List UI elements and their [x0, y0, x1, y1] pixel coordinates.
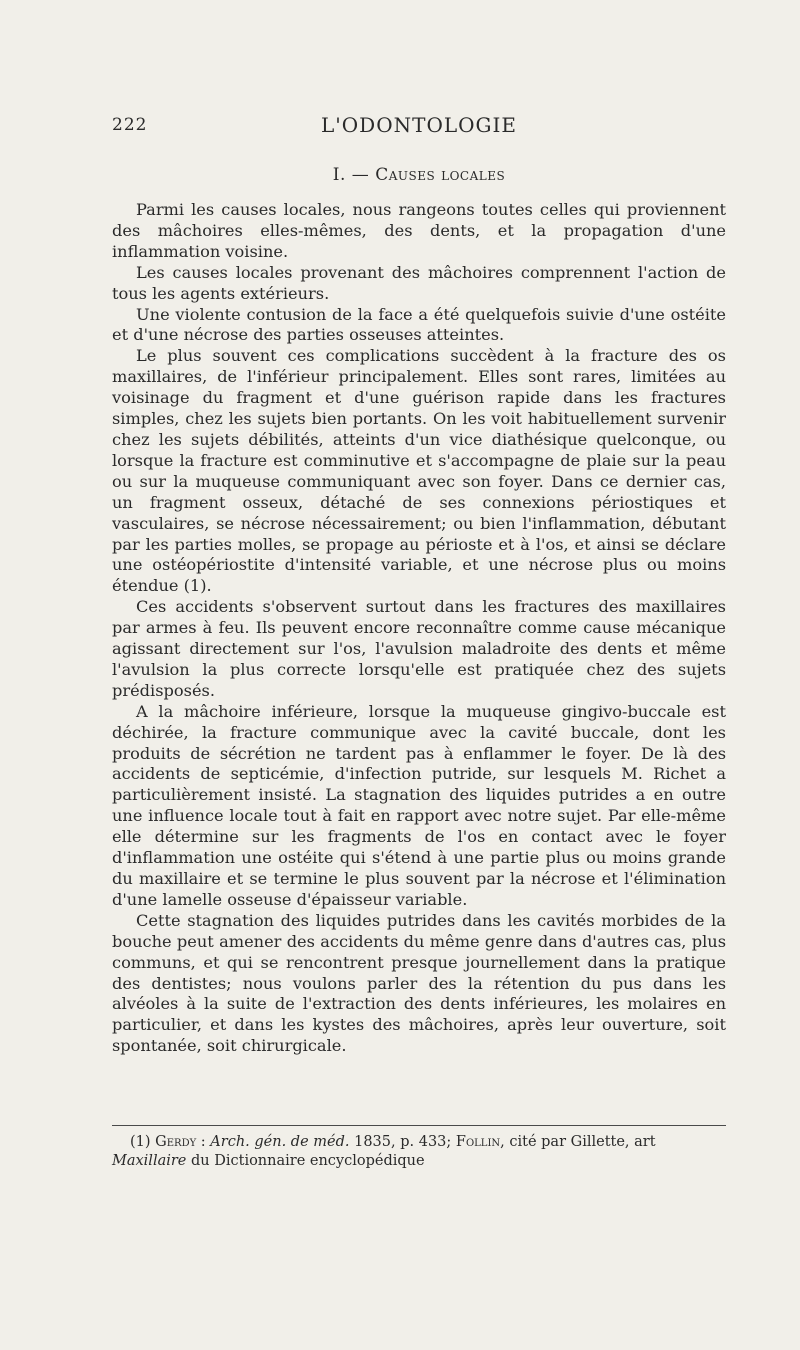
paragraph: Parmi les causes locales, nous rangeons toutes celles qui proviennent des mâchoires elles-mêmes, des dents, et la propagation d'une inflammation voisine. [112, 200, 726, 261]
paragraph: Ces accidents s'observent surtout dans les fractures des maxillaires par armes à feu. Ils peuvent encore reconnaître comme cause mécanique agissant directement sur l'os, l'avulsion maladroite des dents et même l'avulsion la plus correcte lorsqu'elle est pratiquée chez des sujets prédisposés. [112, 597, 726, 700]
footnote-author: Gerdy [155, 1134, 197, 1150]
footnote-journal: Arch. gén. de méd. [210, 1134, 350, 1150]
paragraph: Une violente contusion de la face a été quelquefois suivie d'une ostéite et d'une nécrose des parties osseuses atteintes. [112, 304, 726, 345]
footnote-separator: : [196, 1134, 211, 1150]
section-heading [112, 165, 726, 185]
footnote-divider [112, 1125, 726, 1126]
paragraph: Le plus souvent ces complications succèdent à la fracture des os maxillaires, de l'inférieur principalement. Elles sont rares, limitées au voisinage du fragment et d'une guérison rapide dans les fractures simples, chez les sujets bien portants. On les voit habituellement survenir chez les sujets débilités, atteints d'un vice diathésique quelconque, ou lorsque la fracture est comminutive et s'accompagne de plaie sur la peau ou sur la muqueuse communiquant avec son foyer. Dans ce dernier cas, un fragment osseux, détaché de ses connexions périostiques et vasculaires, se nécrose nécessairement; ou bien l'inflammation, débutant par les parties molles, se propage au périoste et à l'os, et ainsi se déclare une ostéopériostite d'intensité variable, et une nécrose plus ou moins étendue (1). [112, 346, 726, 596]
paragraph: Les causes locales provenant des mâchoires comprennent l'action de tous les agents extérieurs. [112, 262, 726, 303]
footnote-marker: (1) [130, 1134, 151, 1150]
section-number: I. — [332, 165, 370, 185]
page-header [112, 113, 726, 139]
footnote-article: Maxillaire [112, 1153, 187, 1169]
page-number: 222 [112, 115, 148, 135]
paragraph: A la mâchoire inférieure, lorsque la muqueuse gingivo-buccale est déchirée, la fracture communique avec la cavité buccale, dont les produits de sécrétion ne tardent pas à enflammer le foyer. De là des accidents de septicémie, d'infection putride, sur lesquels M. Richet a particulièrement insisté. La stagnation des liquides putrides a en outre une influence locale tout à fait en rapport avec notre sujet. Par elle-même elle détermine sur les fragments de l'os en contact avec le foyer d'inflammation une ostéite qui s'étend à une partie plus ou moins grande du maxillaire et se termine le plus souvent par la nécrose et l'élimination d'une lamelle osseuse d'épaisseur variable. [112, 701, 726, 909]
running-title: L'ODONTOLOGIE [321, 113, 517, 137]
footnote-source: du Dictionnaire encyclopédique [186, 1153, 425, 1169]
footnote-author: Follin [455, 1134, 501, 1150]
footnote [112, 1133, 726, 1171]
paragraph: Cette stagnation des liquides putrides dans les cavités morbides de la bouche peut amener des accidents du même genre dans d'autres cas, plus communs, et qui se rencontrent presque journellement dans la pratique des dentistes; nous voulons parler des la rétention du pus dans les alvéoles à la suite de l'extraction des dents inférieures, les molaires en particulier, et dans les kystes des mâchoires, après leur ouverture, soit spontanée, soit chirurgicale. [112, 910, 726, 1056]
footnote-citation: , cité par Gillette, art [500, 1134, 656, 1150]
section-title: Causes locales [375, 165, 506, 185]
body-text [112, 200, 726, 1057]
footnote-reference: 1835, p. 433; [349, 1134, 456, 1150]
